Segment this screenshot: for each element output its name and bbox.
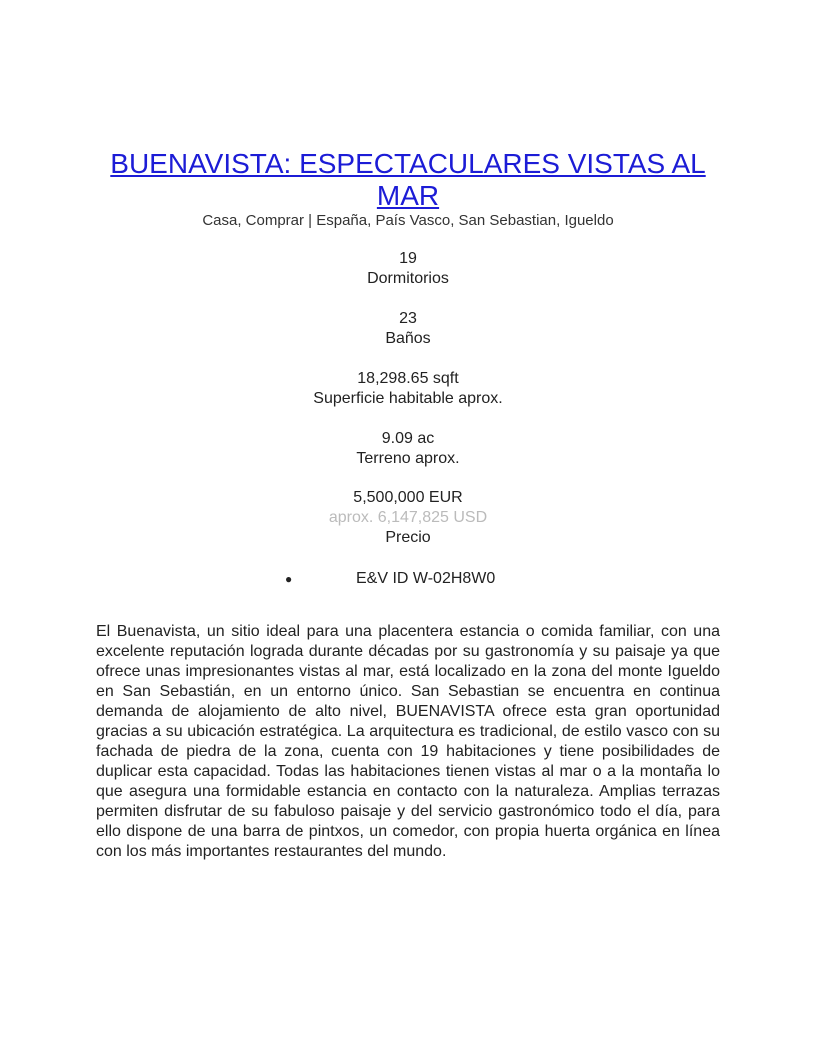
- ev-id: E&V ID W-02H8W0: [356, 570, 496, 587]
- bullet-icon: ●: [285, 572, 293, 586]
- price-stat: [96, 488, 720, 548]
- listing-description: El Buenavista, un sitio ideal para una placentera estancia o comida familiar, con una excelente reputación lograda durante décadas por su gastronomía y su paisaje ya que ofrece unas impresionantes vistas al mar, está localizado en la zona del monte Igueldo en San Sebastián, en un entorno único. San Sebastian se encuentra en continua demanda de alojamiento de alto nivel, BUENAVISTA ofrece esta gran oportunidad gracias a su ubicación estratégica. La arquitectura es tradicional, de estilo vasco con su fachada de piedra de la zona, cuenta con 19 habitaciones y tiene posibilidades de duplicar esta capacidad. Todas las habitaciones tienen vistas al mar o a la montaña lo que asegura una formidable estancia en contacto con la naturaleza. Amplias terrazas permiten disfrutar de su fabuloso paisaje y del servicio gastronómico todo el día, para ello dispone de una barra de pintxos, un comedor, con propia huerta orgánica en línea con los más importantes restaurantes del mundo.: [96, 623, 720, 860]
- bedrooms-label: Dormitorios: [367, 270, 449, 287]
- ev-id-list-item: [96, 569, 720, 589]
- baths-value: 23: [399, 310, 417, 327]
- price-converted: aprox. 6,147,825 USD: [328, 509, 488, 526]
- land-value: 9.09 ac: [381, 430, 435, 447]
- living-area-label: Superficie habitable aprox.: [313, 390, 503, 407]
- bedrooms-value: 19: [399, 250, 417, 267]
- bedrooms-stat: [96, 249, 720, 289]
- living-area-stat: [96, 369, 720, 409]
- land-label: Terreno aprox.: [356, 450, 460, 467]
- baths-label: Baños: [385, 330, 431, 347]
- listing-title: [96, 148, 720, 212]
- listing-title-link[interactable]: BUENAVISTA: ESPECTACULARES VISTAS AL MAR: [110, 148, 706, 211]
- price-label: Precio: [385, 529, 431, 546]
- baths-stat: [96, 309, 720, 349]
- land-stat: [96, 429, 720, 469]
- living-area-value: 18,298.65 sqft: [357, 370, 459, 387]
- price-value: 5,500,000 EUR: [353, 489, 463, 506]
- listing-subtitle: Casa, Comprar | España, País Vasco, San Sebastian, Igueldo: [202, 212, 614, 229]
